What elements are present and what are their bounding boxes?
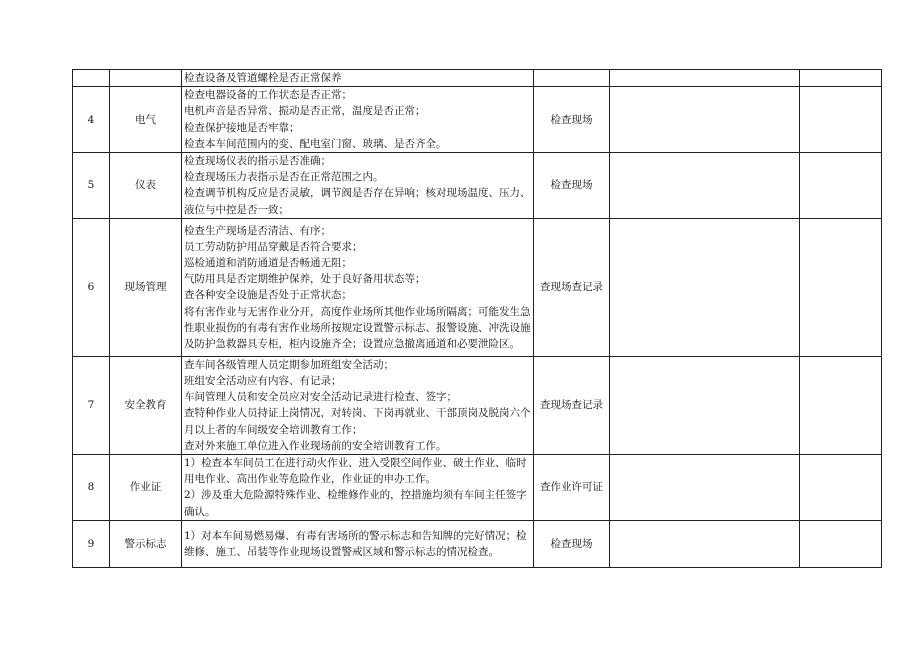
inspection-content bbox=[182, 520, 534, 567]
content-line: 查对外来施工单位进入作业现场前的安全培训教育工作。 bbox=[184, 439, 447, 452]
content-line: 检查电器设备的工作状态是否正常； bbox=[184, 89, 352, 102]
inspection-content bbox=[182, 356, 534, 454]
inspection-method: 查现场查记录 bbox=[534, 356, 610, 454]
table-row bbox=[73, 520, 882, 567]
inspection-item: 作业证 bbox=[110, 455, 182, 521]
row-number: 5 bbox=[73, 153, 110, 219]
table-row bbox=[73, 356, 882, 454]
inspection-item: 电气 bbox=[110, 87, 182, 153]
row-number bbox=[73, 70, 110, 87]
content-line: 车间管理人员和安全员应对安全活动记录进行检查、签字； bbox=[184, 391, 457, 404]
inspection-table bbox=[72, 69, 882, 568]
content-line: 1）检查本车间员工在进行动火作业、进入受限空间作业、破土作业、临时 bbox=[184, 457, 527, 470]
empty-cell bbox=[610, 455, 800, 521]
inspection-method: 查现场查记录 bbox=[534, 218, 610, 356]
empty-cell bbox=[800, 87, 882, 153]
content-line: 液位与中控是否一致； bbox=[184, 203, 289, 216]
row-number: 9 bbox=[73, 520, 110, 567]
empty-cell bbox=[610, 520, 800, 567]
inspection-method: 查作业许可证 bbox=[534, 455, 610, 521]
table-row bbox=[73, 70, 882, 87]
content-line: 性职业损伤的有毒有害作业场所按规定设置警示标志、报警设施、冲洗设施 bbox=[184, 321, 531, 334]
content-line: 巡检通道和消防通道是否畅通无阻； bbox=[184, 256, 352, 269]
content-line: 用电作业、高出作业等危险作业，作业证的申办工作。 bbox=[184, 473, 436, 486]
inspection-item: 仪表 bbox=[110, 153, 182, 219]
inspection-content bbox=[182, 153, 534, 219]
content-line: 检查调节机构反应是否灵敏，调节阀是否存在异响；核对现场温度、压力、 bbox=[184, 187, 531, 200]
empty-cell bbox=[800, 356, 882, 454]
empty-cell bbox=[800, 520, 882, 567]
empty-cell bbox=[800, 455, 882, 521]
empty-cell bbox=[800, 218, 882, 356]
inspection-item: 安全教育 bbox=[110, 356, 182, 454]
content-line: 1）对本车间易燃易爆、有毒有害场所的警示标志和告知牌的完好情况；检 bbox=[184, 529, 527, 542]
empty-cell bbox=[610, 70, 800, 87]
inspection-content bbox=[182, 70, 534, 87]
inspection-method: 检查现场 bbox=[534, 87, 610, 153]
content-line: 2）涉及重大危险源特殊作业、检维修作业的，控措施均须有车间主任签字 bbox=[184, 489, 527, 502]
table-row bbox=[73, 87, 882, 153]
empty-cell bbox=[610, 356, 800, 454]
row-number: 4 bbox=[73, 87, 110, 153]
content-line: 检查生产现场是否清洁、有序； bbox=[184, 224, 331, 237]
inspection-content bbox=[182, 87, 534, 153]
inspection-item: 现场管理 bbox=[110, 218, 182, 356]
empty-cell bbox=[610, 153, 800, 219]
inspection-method: 检查现场 bbox=[534, 153, 610, 219]
content-line: 查车间各级管理人员定期参加班组安全活动； bbox=[184, 358, 394, 371]
content-line: 班组安全活动应有内容、有记录； bbox=[184, 375, 342, 388]
content-line: 检查保护接地是否牢靠； bbox=[184, 121, 300, 134]
content-line: 检查现场仪表的指示是否准确； bbox=[184, 155, 331, 168]
content-line: 查特种作业人员持证上岗情况，对转岗、下岗再就业、干部顶岗及脱岗六个 bbox=[184, 407, 531, 420]
empty-cell bbox=[610, 87, 800, 153]
content-line: 电机声音是否异常、振动是否正常，温度是否正常； bbox=[184, 105, 426, 118]
empty-cell bbox=[800, 153, 882, 219]
content-line: 确认。 bbox=[184, 505, 216, 518]
content-line: 维修、施工、吊装等作业现场设置警戒区域和警示标志的情况检查。 bbox=[184, 545, 499, 558]
inspection-method bbox=[534, 70, 610, 87]
inspection-content bbox=[182, 218, 534, 356]
row-number: 7 bbox=[73, 356, 110, 454]
row-number: 8 bbox=[73, 455, 110, 521]
table-row bbox=[73, 218, 882, 356]
inspection-item: 警示标志 bbox=[110, 520, 182, 567]
empty-cell bbox=[800, 70, 882, 87]
content-line: 气防用具是否定期维护保养，处于良好备用状态等； bbox=[184, 273, 426, 286]
content-line: 将有害作业与无害作业分开，高度作业场所其他作业场所隔离；可能发生急 bbox=[184, 305, 531, 318]
content-line: 检查设备及管道螺栓是否正常保养 bbox=[184, 72, 342, 84]
content-line: 查各种安全设施是否处于正常状态； bbox=[184, 289, 352, 302]
content-line: 员工劳动防护用品穿戴是否符合要求； bbox=[184, 240, 363, 253]
table-row bbox=[73, 455, 882, 521]
content-line: 检查现场压力表指示是否在正常范围之内。 bbox=[184, 171, 384, 184]
row-number: 6 bbox=[73, 218, 110, 356]
content-line: 检查本车间范围内的变、配电室门窗、玻璃、是否齐全。 bbox=[184, 137, 447, 150]
inspection-content bbox=[182, 455, 534, 521]
inspection-item bbox=[110, 70, 182, 87]
content-line: 月以上者的车间级安全培训教育工作； bbox=[184, 423, 363, 436]
empty-cell bbox=[610, 218, 800, 356]
content-line: 及防护急救器具专柜，柜内设施齐全；设置应急撤离通道和必要泄险区。 bbox=[184, 337, 520, 350]
table-row bbox=[73, 153, 882, 219]
inspection-method: 检查现场 bbox=[534, 520, 610, 567]
